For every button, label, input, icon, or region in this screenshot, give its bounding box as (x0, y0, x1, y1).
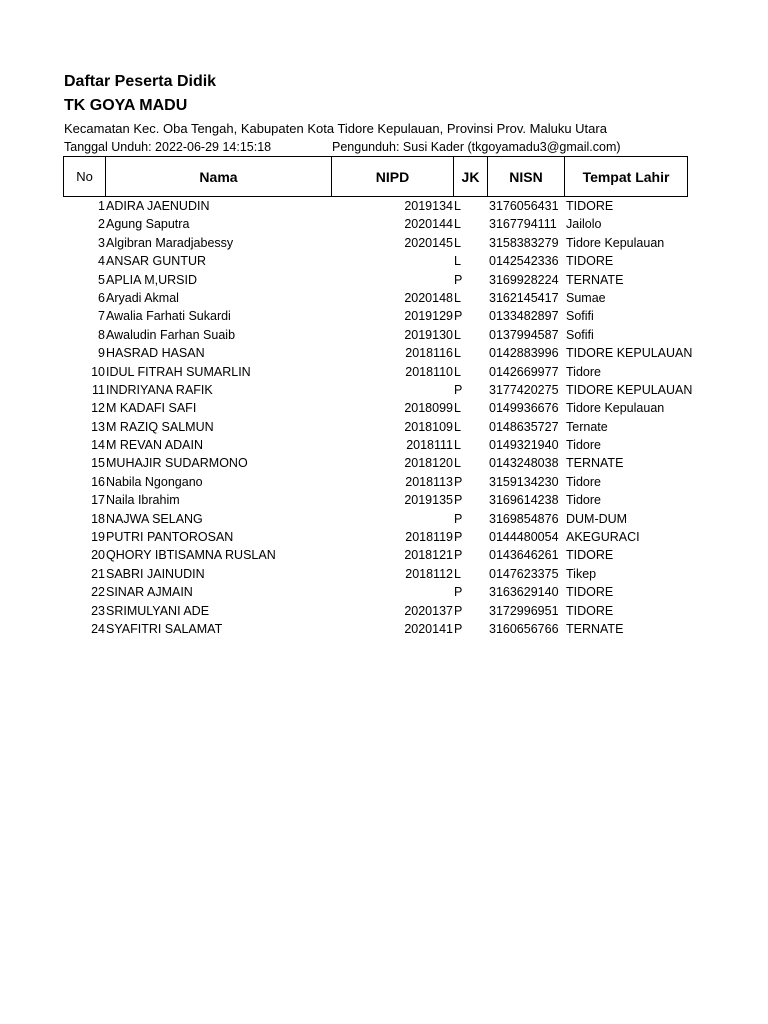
student-nisn: 0142669977 (489, 364, 559, 379)
row-number: 3 (98, 235, 105, 250)
student-gender: L (454, 217, 461, 232)
student-gender: L (454, 438, 461, 453)
table-row (63, 381, 703, 399)
downloader-info: Pengunduh: Susi Kader (tkgoyamadu3@gmail.com) (332, 140, 621, 154)
table-row (63, 546, 703, 564)
student-gender: P (454, 548, 463, 563)
table-row (63, 215, 703, 233)
table-row (63, 620, 703, 638)
student-birthplace: TIDORE (566, 603, 614, 618)
student-birthplace: TIDORE (566, 548, 614, 563)
student-nisn: 3162145417 (489, 290, 559, 305)
student-nisn: 3158383279 (489, 235, 559, 250)
student-nipd: 2018113 (405, 474, 453, 489)
student-birthplace: TIDORE (566, 199, 614, 213)
student-nipd: 2018099 (404, 401, 453, 416)
student-nisn: 0144480054 (489, 530, 559, 545)
row-number: 4 (98, 254, 105, 269)
table-row (63, 289, 703, 307)
student-nisn: 3176056431 (489, 199, 559, 213)
student-gender: L (454, 401, 461, 416)
student-birthplace: TIDORE KEPULAUAN (566, 382, 693, 397)
student-name: Agung Saputra (106, 217, 190, 232)
student-nisn: 0142542336 (489, 254, 559, 269)
student-name: M RAZIQ SALMUN (106, 419, 214, 434)
student-birthplace: Tidore (566, 474, 601, 489)
student-nisn: 0147623375 (489, 566, 559, 581)
student-name: APLIA M,URSID (106, 272, 197, 287)
student-nisn: 3163629140 (489, 585, 559, 600)
student-birthplace: Sofifi (566, 309, 594, 324)
student-birthplace: TIDORE (566, 254, 614, 269)
student-birthplace: Sofifi (566, 327, 594, 342)
table-row (63, 271, 703, 289)
download-date: Tanggal Unduh: 2022-06-29 14:15:18 (64, 140, 272, 154)
student-name: M KADAFI SAFI (106, 401, 197, 416)
row-number: 11 (92, 382, 105, 397)
table-row (63, 326, 703, 344)
student-nisn: 0133482897 (489, 309, 559, 324)
student-nisn: 0143646261 (489, 548, 559, 563)
table-row (63, 565, 703, 583)
row-number: 1 (98, 199, 105, 213)
student-nisn: 3177420275 (489, 382, 559, 397)
row-number: 8 (98, 327, 105, 342)
student-gender: L (454, 199, 461, 213)
table-row (63, 436, 703, 454)
student-gender: P (454, 511, 463, 526)
student-birthplace: Sumae (566, 290, 606, 305)
student-name: SRIMULYANI ADE (106, 603, 210, 618)
student-nipd: 2018110 (405, 364, 453, 379)
student-gender: P (454, 530, 463, 545)
table-row (63, 510, 703, 528)
student-nisn: 0142883996 (489, 346, 559, 361)
table-row (63, 234, 703, 252)
student-nisn: 3169854876 (489, 511, 559, 526)
column-header-nisn: NISN (488, 157, 565, 196)
student-nisn: 0149936676 (489, 401, 559, 416)
table-row (63, 344, 703, 362)
student-birthplace: Ternate (566, 419, 608, 434)
row-number: 18 (91, 511, 105, 526)
student-gender: L (454, 364, 461, 379)
student-nipd: 2018121 (404, 548, 453, 563)
student-birthplace: TERNATE (566, 272, 624, 287)
table-row (63, 363, 703, 381)
student-birthplace: TIDORE (566, 585, 614, 600)
student-nisn: 3159134230 (489, 474, 559, 489)
student-gender: P (454, 493, 463, 508)
student-name: Awaludin Farhan Suaib (106, 327, 236, 342)
student-name: INDRIYANA RAFIK (106, 382, 213, 397)
student-name: SINAR AJMAIN (106, 585, 193, 600)
student-birthplace: Tidore (566, 438, 601, 453)
student-nipd: 2018120 (404, 456, 453, 471)
student-name: M REVAN ADAIN (106, 438, 204, 453)
student-name: Naila Ibrahim (106, 493, 180, 508)
student-nipd: 2018109 (404, 419, 453, 434)
table-row (63, 307, 703, 325)
column-header-no: No (64, 157, 106, 196)
student-birthplace: TERNATE (566, 621, 624, 636)
student-gender: L (454, 290, 461, 305)
student-name: PUTRI PANTOROSAN (106, 530, 234, 545)
student-nipd: 2020145 (404, 235, 453, 250)
student-nipd: 2018111 (406, 438, 453, 453)
student-nisn: 3169928224 (489, 272, 559, 287)
row-number: 5 (98, 272, 105, 287)
row-number: 22 (91, 585, 105, 600)
row-number: 20 (91, 548, 105, 563)
row-number: 10 (91, 364, 105, 379)
student-nisn: 0143248038 (489, 456, 559, 471)
row-number: 9 (98, 346, 105, 361)
student-birthplace: AKEGURACI (566, 530, 640, 545)
student-gender: P (454, 621, 463, 636)
school-name: TK GOYA MADU (64, 97, 188, 114)
student-name: HASRAD HASAN (106, 346, 205, 361)
column-header-nama: Nama (106, 157, 332, 196)
student-nipd: 2019135 (404, 493, 453, 508)
student-name: NAJWA SELANG (106, 511, 203, 526)
table-row (63, 399, 703, 417)
student-birthplace: Tidore (566, 493, 601, 508)
student-nipd: 2020144 (404, 217, 453, 232)
student-birthplace: TERNATE (566, 456, 624, 471)
column-header-nipd: NIPD (332, 157, 454, 196)
row-number: 13 (91, 419, 105, 434)
student-gender: P (454, 585, 463, 600)
student-gender: P (454, 474, 463, 489)
student-gender: P (454, 382, 463, 397)
table-header (63, 156, 688, 197)
student-gender: L (454, 419, 461, 434)
table-row (63, 418, 703, 436)
student-name: Awalia Farhati Sukardi (106, 309, 231, 324)
student-gender: L (454, 456, 461, 471)
table-row (63, 454, 703, 472)
student-nipd: 2019130 (404, 327, 453, 342)
student-nisn: 3172996951 (489, 603, 559, 618)
student-nisn: 0149321940 (489, 438, 559, 453)
row-number: 6 (98, 290, 105, 305)
student-nipd: 2020137 (404, 603, 453, 618)
student-nipd: 2018112 (405, 566, 453, 581)
row-number: 17 (91, 493, 105, 508)
document-title: Daftar Peserta Didik (64, 73, 217, 90)
student-nisn: 3160656766 (489, 621, 559, 636)
student-name: ANSAR GUNTUR (106, 254, 207, 269)
student-name: QHORY IBTISAMNA RUSLAN (106, 548, 276, 563)
row-number: 24 (91, 621, 105, 636)
table-row (63, 602, 703, 620)
row-number: 15 (91, 456, 105, 471)
student-nisn: 3169614238 (489, 493, 559, 508)
row-number: 23 (91, 603, 105, 618)
student-nisn: 3167794111 (489, 217, 557, 232)
table-row (63, 583, 703, 601)
row-number: 7 (98, 309, 105, 324)
row-number: 21 (91, 566, 105, 581)
column-header-tempat-lahir: Tempat Lahir (582, 168, 670, 185)
table-row (63, 491, 703, 509)
student-name: ADIRA JAENUDIN (106, 199, 210, 213)
school-location: Kecamatan Kec. Oba Tengah, Kabupaten Kota Tidore Kepulauan, Provinsi Prov. Maluku Utara (64, 121, 607, 136)
student-name: Aryadi Akmal (106, 290, 179, 305)
student-birthplace: DUM-DUM (566, 511, 628, 526)
student-nipd: 2020148 (404, 290, 453, 305)
student-birthplace: Jailolo (566, 217, 602, 232)
student-nipd: 2019129 (404, 309, 453, 324)
row-number: 14 (91, 438, 105, 453)
student-gender: P (454, 309, 463, 324)
table-row (63, 528, 703, 546)
student-birthplace: TIDORE KEPULAUAN (566, 346, 693, 361)
student-nisn: 0137994587 (489, 327, 559, 342)
student-birthplace: Tidore (566, 364, 601, 379)
student-name: IDUL FITRAH SUMARLIN (106, 364, 251, 379)
table-row (63, 252, 703, 270)
student-gender: P (454, 272, 463, 287)
student-birthplace: Tidore Kepulauan (566, 235, 665, 250)
student-gender: P (454, 603, 463, 618)
row-number: 19 (91, 530, 105, 545)
student-nisn: 0148635727 (489, 419, 559, 434)
row-number: 12 (91, 401, 105, 416)
student-birthplace: Tidore Kepulauan (566, 401, 665, 416)
row-number: 2 (98, 217, 105, 232)
student-name: Nabila Ngongano (106, 474, 203, 489)
student-gender: L (454, 346, 461, 361)
student-gender: L (454, 327, 461, 342)
student-gender: L (454, 254, 461, 269)
student-birthplace: Tikep (566, 566, 597, 581)
student-name: MUHAJIR SUDARMONO (106, 456, 248, 471)
student-name: Algibran Maradjabessy (106, 235, 234, 250)
table-row (63, 197, 703, 215)
student-gender: L (454, 566, 461, 581)
student-table-body (63, 197, 703, 638)
student-nipd: 2018116 (405, 346, 453, 361)
student-nipd: 2018119 (405, 530, 453, 545)
student-nipd: 2020141 (404, 621, 453, 636)
student-nipd: 2019134 (404, 199, 453, 213)
table-row (63, 473, 703, 491)
student-gender: L (454, 235, 461, 250)
student-name: SABRI JAINUDIN (106, 566, 205, 581)
student-name: SYAFITRI SALAMAT (106, 621, 223, 636)
row-number: 16 (91, 474, 105, 489)
column-header-jk: JK (454, 157, 488, 196)
